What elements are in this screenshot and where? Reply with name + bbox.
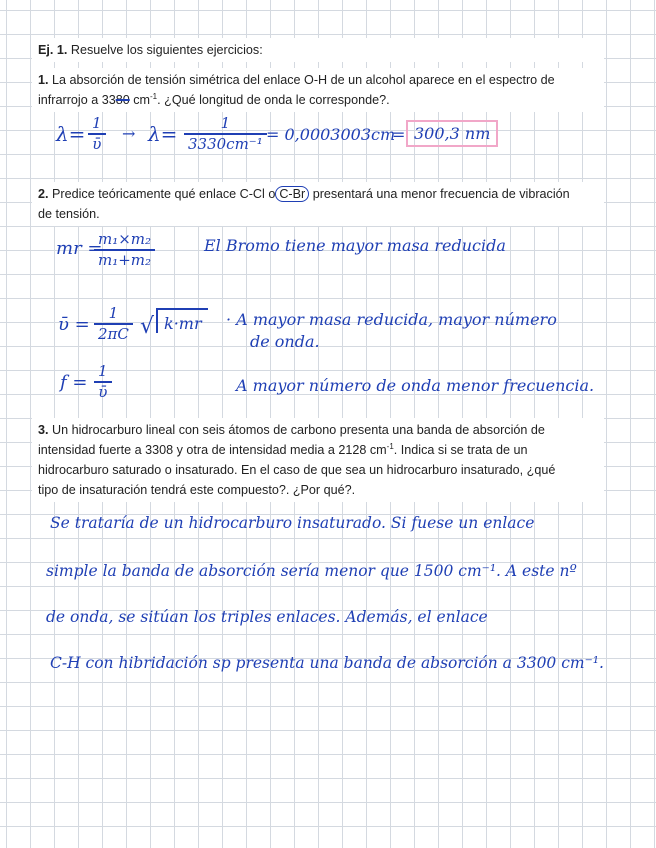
question-2 xyxy=(32,182,604,226)
answer-3-line4: C-H con hibridación sp presenta una banda de absorción a 3300 cm⁻¹. xyxy=(50,654,604,672)
question-3-exponent: -1 xyxy=(386,441,394,451)
lambda-label-1: λ= xyxy=(56,122,86,146)
wavenumber-fraction xyxy=(94,306,133,342)
fraction-2-denominator: 3330cm⁻¹ xyxy=(188,135,263,153)
wavenumber-denominator: 2πC xyxy=(98,325,129,343)
equals-sign-2: = xyxy=(392,125,406,144)
question-3-line1: Un hidrocarburo lineal con seis átomos de carbono presenta una banda de absorción de xyxy=(52,423,545,437)
lambda-label-2: λ= xyxy=(148,122,178,146)
question-3-number: 3. xyxy=(38,423,49,437)
sqrt-radicand: k·mr xyxy=(156,308,208,333)
question-1-number: 1. xyxy=(38,73,49,87)
question-1-struck-digits: 80 xyxy=(115,93,130,107)
circled-bond: C-Br xyxy=(275,186,309,202)
question-1-line2-post: . ¿Qué longitud de onda le corresponde?. xyxy=(157,93,390,107)
final-result-box: 300,3 nm xyxy=(406,120,498,147)
sqrt-hook: √ xyxy=(140,314,155,339)
exercise-header xyxy=(32,38,604,62)
question-3-line3: hidrocarburo saturado o insaturado. En el caso de que sea un hidrocarburo insaturado, ¿qué xyxy=(38,463,556,477)
question-2-line1-pre: Predice teóricamente qué enlace C-Cl o xyxy=(52,187,276,201)
question-1-unit: cm xyxy=(133,93,151,107)
question-2-line1-post: presentará una menor frecuencia de vibración xyxy=(312,187,570,201)
frequency-denominator: ῡ xyxy=(98,383,108,401)
frequency-comment: A mayor número de onda menor frecuencia. xyxy=(236,376,595,395)
frequency-label: f = xyxy=(60,372,88,393)
wavenumber-numerator: 1 xyxy=(108,304,119,322)
answer-3-line2: simple la banda de absorción sería menor que 1500 cm⁻¹. A este nº xyxy=(46,562,577,580)
answer-3-line3: de onda, se sitúan los triples enlaces. Además, el enlace xyxy=(46,608,488,626)
fraction-2 xyxy=(184,116,267,152)
answer-3-line1: Se trataría de un hidrocarburo insaturado. Si fuese un enlace xyxy=(50,514,535,532)
wavenumber-label: ῡ = xyxy=(58,314,90,335)
exercise-title: Resuelve los siguientes ejercicios: xyxy=(70,43,263,57)
reduced-mass-fraction xyxy=(94,232,155,268)
reduced-mass-comment: El Bromo tiene mayor masa reducida xyxy=(204,236,506,255)
question-2-line2: de tensión. xyxy=(38,207,100,221)
question-1-line2-pre: infrarrojo a 33 xyxy=(38,93,116,107)
question-3-line2-post: . Indica si se trata de un xyxy=(393,443,528,457)
question-1 xyxy=(32,68,604,112)
question-3-line2-pre: intensidad fuerte a 3308 y otra de intensidad media a 2128 cm xyxy=(38,443,387,457)
exercise-prefix: Ej. 1. xyxy=(38,43,68,57)
reduced-mass-numerator: m₁×m₂ xyxy=(98,230,152,248)
reduced-mass-denominator: m₁+m₂ xyxy=(98,251,152,269)
reduced-mass-label: mr = xyxy=(56,238,103,259)
question-1-exponent: -1 xyxy=(150,91,158,101)
fraction-1 xyxy=(88,116,106,152)
question-3 xyxy=(32,418,604,502)
frequency-fraction xyxy=(94,364,112,400)
question-2-number: 2. xyxy=(38,187,49,201)
frequency-numerator: 1 xyxy=(98,362,108,380)
arrow-icon: → xyxy=(122,124,136,143)
fraction-1-numerator: 1 xyxy=(92,114,102,132)
fraction-2-numerator: 1 xyxy=(220,114,231,132)
wavenumber-comment-2: de onda. xyxy=(250,332,320,351)
question-3-line4: tipo de insaturación tendrá este compuesto?. ¿Por qué?. xyxy=(38,483,356,497)
equals-result-1: = 0,0003003cm xyxy=(266,125,396,144)
fraction-1-denominator: ῡ xyxy=(92,135,102,153)
question-1-line1: La absorción de tensión simétrica del enlace O-H de un alcohol aparece en el espectro de xyxy=(52,73,555,87)
wavenumber-comment-1: · A mayor masa reducida, mayor número xyxy=(226,310,557,329)
